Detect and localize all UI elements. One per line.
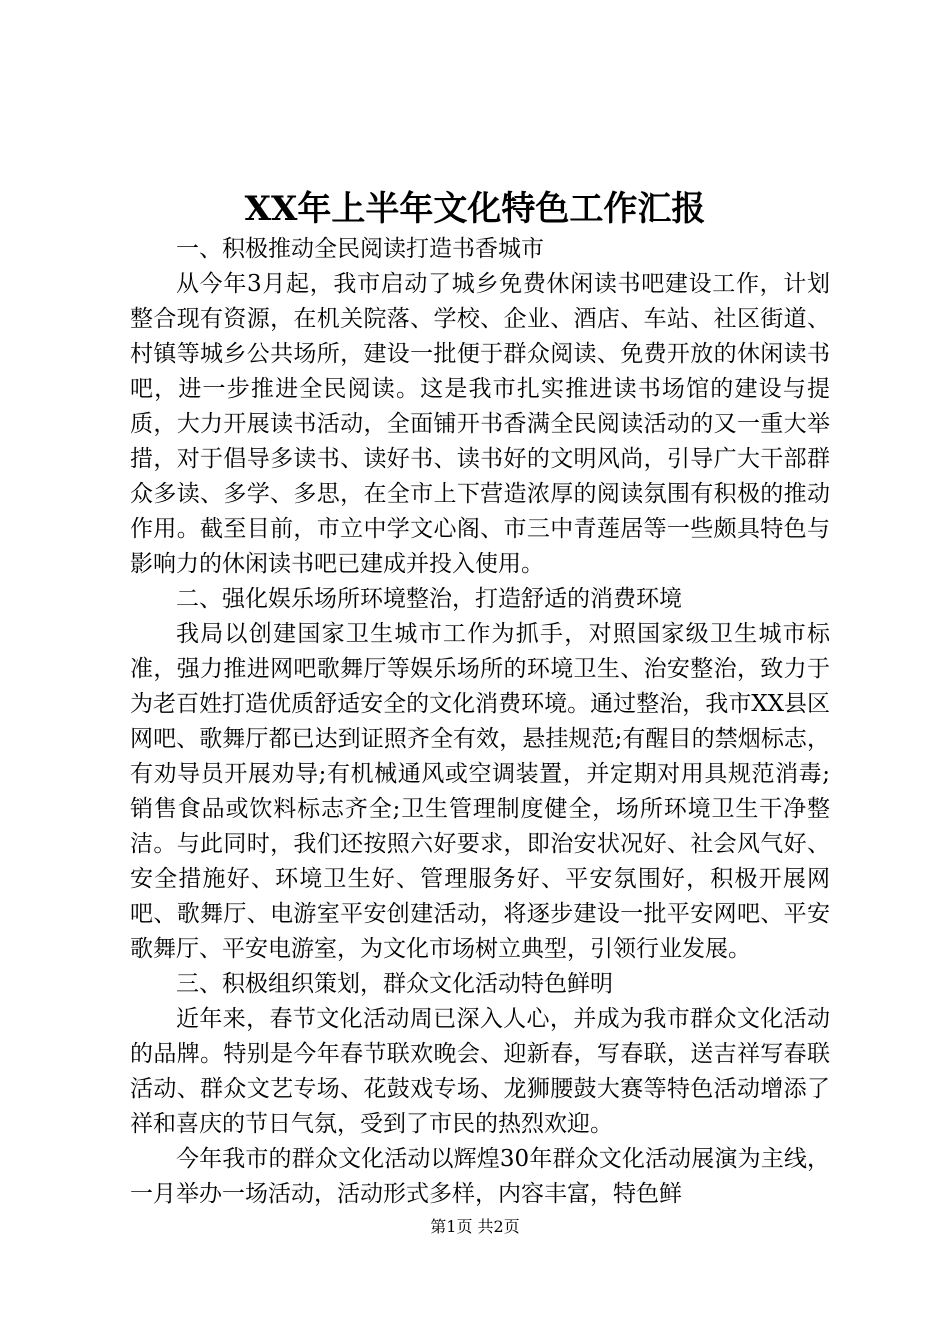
page-number-footer: 第1页 共2页 [430,1217,520,1236]
document-title: XX年上半年文化特色工作汇报 [244,189,706,229]
section-heading-2: 二、强化娱乐场所环境整治，打造舒适的消费环境 [176,586,682,612]
paragraph-spring-festival: 近年来，春节文化活动周已深入人心，并成为我市群众文化活动的品牌。特别是今年春节联欢晚会、迎新春，写春联，送吉祥写春联活动、群众文艺专场、花鼓戏专场、龙狮腰鼓大赛等特色活动增添了祥和喜庆的节日气氛，受到了市民的热烈欢迎。 [130,1006,830,1137]
paragraph-entertainment: 我局以创建国家卫生城市工作为抓手，对照国家级卫生城市标准，强力推进网吧歌舞厅等娱乐场所的环境卫生、治安整治，致力于为老百姓打造优质舒适安全的文化消费环境。通过整治，我市XX县区网吧、歌舞厅都已达到证照齐全有效，悬挂规范;有醒目的禁烟标志，有劝导员开展劝导;有机械通风或空调装置，并定期对用具规范消毒;销售食品或饮料标志齐全;卫生管理制度健全，场所环境卫生干净整洁。与此同时，我们还按照六好要求，即治安状况好、社会风气好、安全措施好、环境卫生好、管理服务好、平安氛围好，积极开展网吧、歌舞厅、电游室平安创建活动，将逐步建设一批平安网吧、平安歌舞厅、平安电游室，为文化市场树立典型，引领行业发展。 [130,621,830,962]
paragraph-mass-culture: 今年我市的群众文化活动以辉煌30年群众文化活动展演为主线，一月举办一场活动，活动形式多样，内容丰富，特色鲜 [130,1146,830,1207]
paragraph-reading: 从今年3月起，我市启动了城乡免费休闲读书吧建设工作，计划整合现有资源，在机关院落、学校、企业、酒店、车站、社区街道、村镇等城乡公共场所，建设一批便于群众阅读、免费开放的休闲读书吧，进一步推进全民阅读。这是我市扎实推进读书场馆的建设与提质，大力开展读书活动，全面铺开书香满全民阅读活动的又一重大举措，对于倡导多读书、读好书、读书好的文明风尚，引导广大干部群众多读、多学、多思，在全市上下营造浓厚的阅读氛围有积极的推动作用。截至目前，市立中学文心阁、市三中青莲居等一些颇具特色与影响力的休闲读书吧已建成并投入使用。 [130,271,830,577]
section-heading-1: 一、积极推动全民阅读打造书香城市 [176,236,544,262]
section-heading-3: 三、积极组织策划，群众文化活动特色鲜明 [176,971,613,997]
document-body [130,232,830,1212]
